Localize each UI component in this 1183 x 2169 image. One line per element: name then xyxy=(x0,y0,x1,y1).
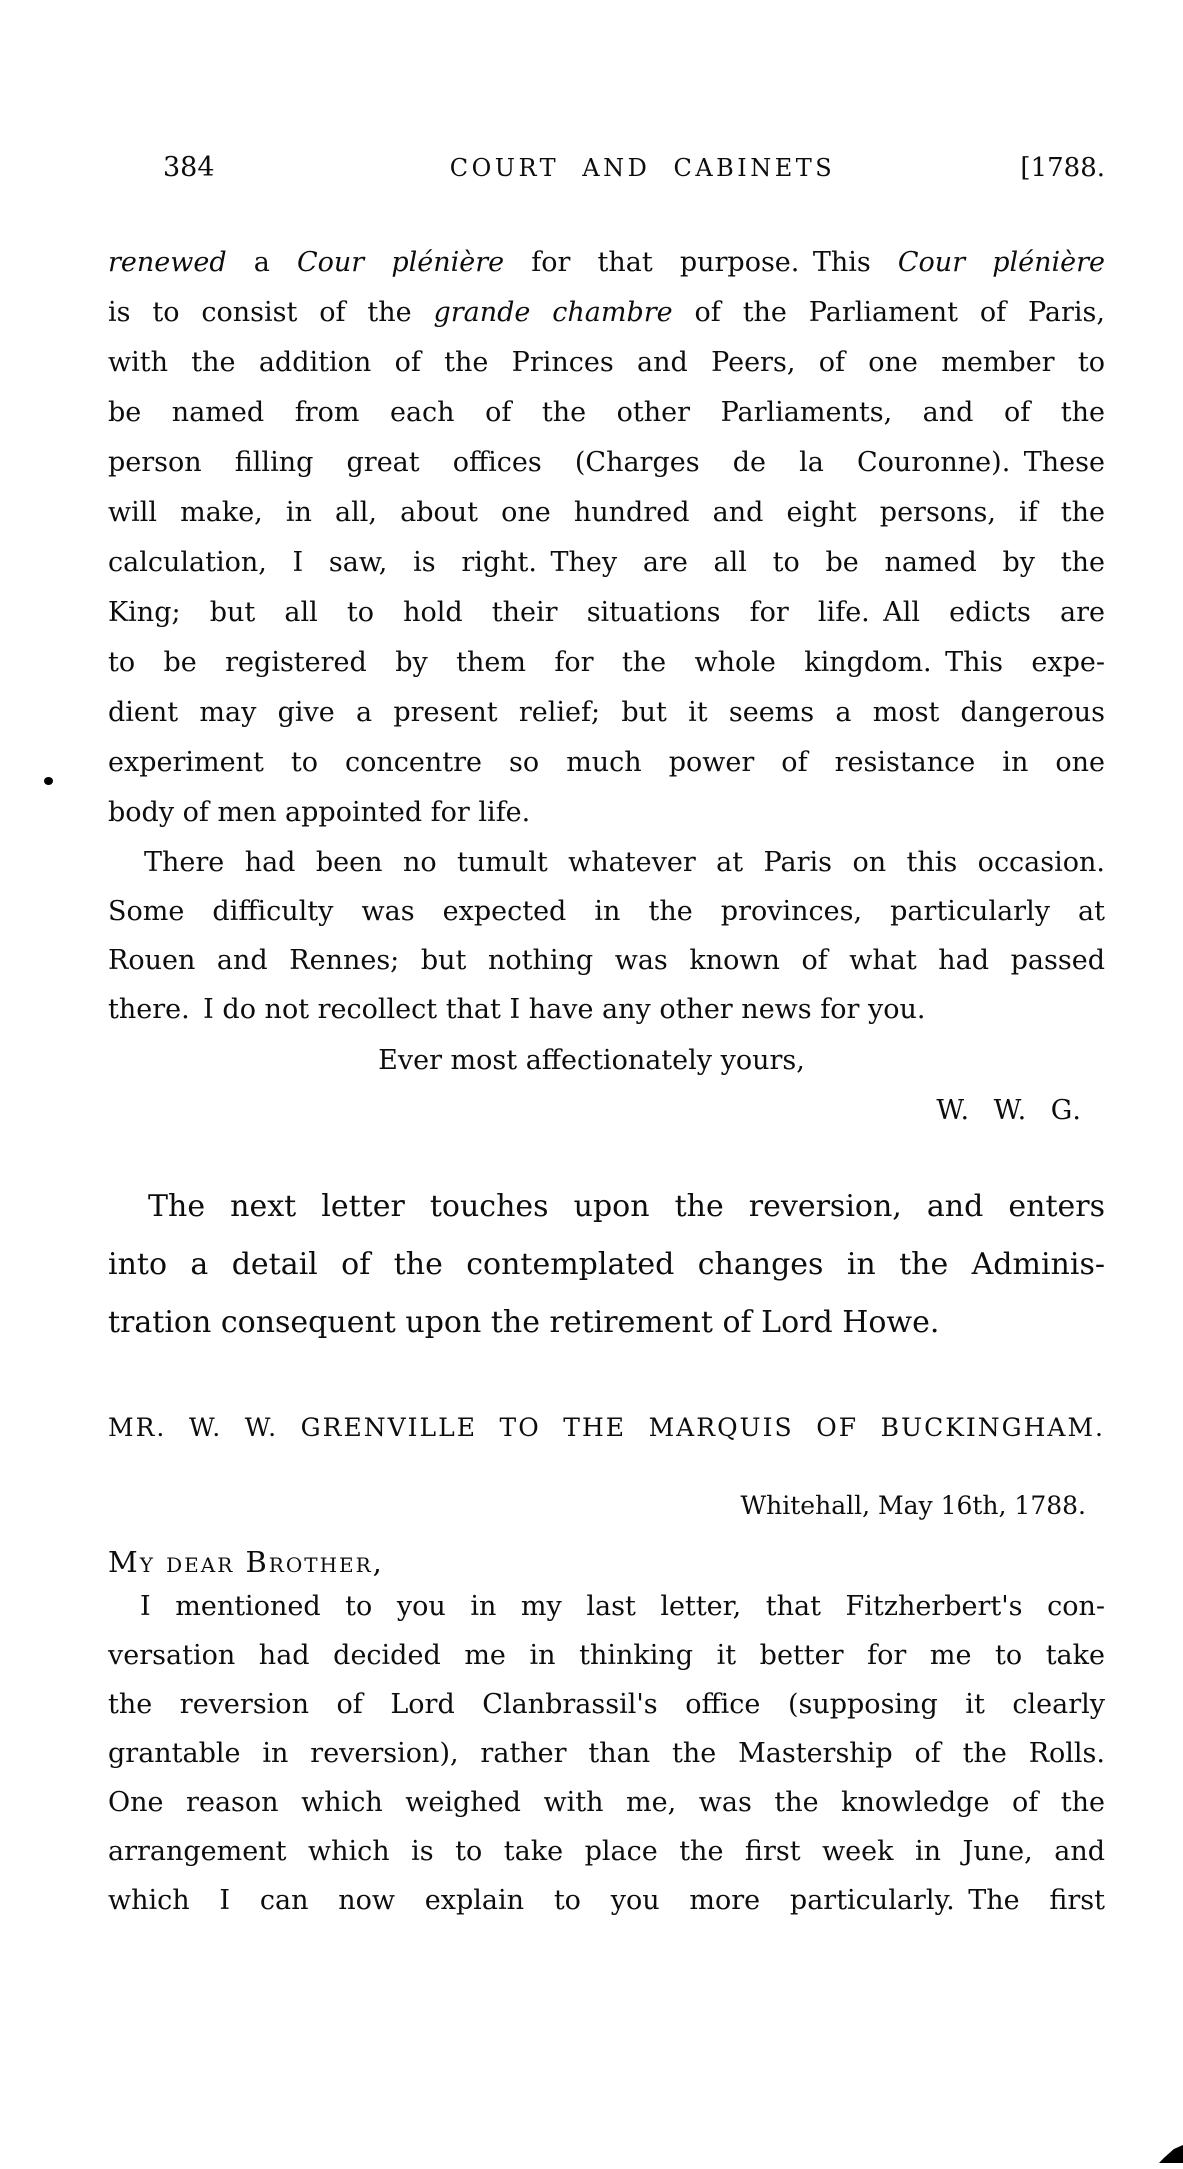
text-line: the reversion of Lord Clanbrassil's office (supposing it clearly xyxy=(108,1689,1105,1720)
text-line: into a detail of the contemplated changes in the Adminis- xyxy=(108,1247,1105,1282)
valediction: Ever most affectionately yours, xyxy=(378,1045,805,1076)
text-line: Rouen and Rennes; but nothing was known of what had passed xyxy=(108,945,1105,976)
text-segment: of the Parliament of Paris, xyxy=(672,297,1105,328)
letter-heading: MR. W. W. GRENVILLE TO THE MARQUIS OF BUCKINGHAM. xyxy=(108,1413,1105,1442)
letter-body xyxy=(108,1582,1105,1925)
italic-phrase: grande chambre xyxy=(433,297,673,328)
text-segment: a xyxy=(226,247,297,278)
valediction-row xyxy=(108,1036,1105,1086)
text-line: person filling great offices (Charges de la Couronne). These xyxy=(108,447,1105,478)
ink-dot-artifact xyxy=(44,777,53,785)
text-line: Some difficulty was expected in the provinces, particularly at xyxy=(108,896,1105,927)
salutation: My dear Brother, xyxy=(108,1545,384,1579)
letter-heading-row xyxy=(108,1408,1105,1448)
text-line: experiment to concentre so much power of resistance in one xyxy=(108,747,1105,778)
editorial-note xyxy=(108,1178,1105,1352)
text-line: arrangement which is to take place the first week in June, and xyxy=(108,1836,1105,1867)
signature: W. W. G. xyxy=(936,1095,1082,1126)
text-line: grantable in reversion), rather than the Mastership of the Rolls. xyxy=(108,1738,1105,1769)
text-line: King; but all to hold their situations for life. All edicts are xyxy=(108,597,1105,628)
page-header xyxy=(108,152,1105,183)
italic-phrase: renewed xyxy=(108,247,227,278)
text-line: The next letter touches upon the reversion, and enters xyxy=(148,1189,1105,1224)
dateline: Whitehall, May 16th, 1788. xyxy=(740,1491,1086,1520)
text-line: there. I do not recollect that I have any other news for you. xyxy=(108,994,926,1025)
text-line: dient may give a present relief; but it seems a most dangerous xyxy=(108,697,1105,728)
text-line: with the addition of the Princes and Peers, of one member to xyxy=(108,347,1105,378)
text-line: calculation, I saw, is right. They are all to be named by the xyxy=(108,547,1105,578)
page-number: 384 xyxy=(163,152,215,183)
text-segment: for that purpose. This xyxy=(504,247,898,278)
paragraph-cour-pleniere xyxy=(108,238,1105,838)
year-marker: [1788. xyxy=(1020,153,1105,183)
text-line: versation had decided me in thinking it better for me to take xyxy=(108,1640,1105,1671)
italic-phrase: Cour plénière xyxy=(897,247,1106,278)
salutation-row xyxy=(108,1540,1105,1584)
text-line: body of men appointed for life. xyxy=(108,797,531,828)
corner-ink-mark xyxy=(1159,2145,1183,2163)
text-line: which I can now explain to you more particularly. The first xyxy=(108,1885,1105,1916)
text-line: be named from each of the other Parliaments, and of the xyxy=(108,397,1105,428)
running-title: COURT AND CABINETS xyxy=(449,154,836,182)
text-line: tration consequent upon the retirement of Lord Howe. xyxy=(108,1305,940,1340)
text-line: will make, in all, about one hundred and eight persons, if the xyxy=(108,497,1105,528)
italic-phrase: Cour plénière xyxy=(297,247,505,278)
text-line: One reason which weighed with me, was the knowledge of the xyxy=(108,1787,1105,1818)
text-line xyxy=(108,288,1105,338)
text-segment: is to consist of the xyxy=(108,297,434,328)
text-line: There had been no tumult whatever at Paris on this occasion. xyxy=(144,847,1105,878)
text-line: I mentioned to you in my last letter, that Fitzherbert's con- xyxy=(140,1591,1105,1622)
text-line: to be registered by them for the whole kingdom. This expe- xyxy=(108,647,1105,678)
signature-row xyxy=(108,1086,1105,1136)
paragraph-news xyxy=(108,838,1105,1034)
text-line xyxy=(108,238,1105,288)
dateline-row xyxy=(108,1486,1105,1526)
